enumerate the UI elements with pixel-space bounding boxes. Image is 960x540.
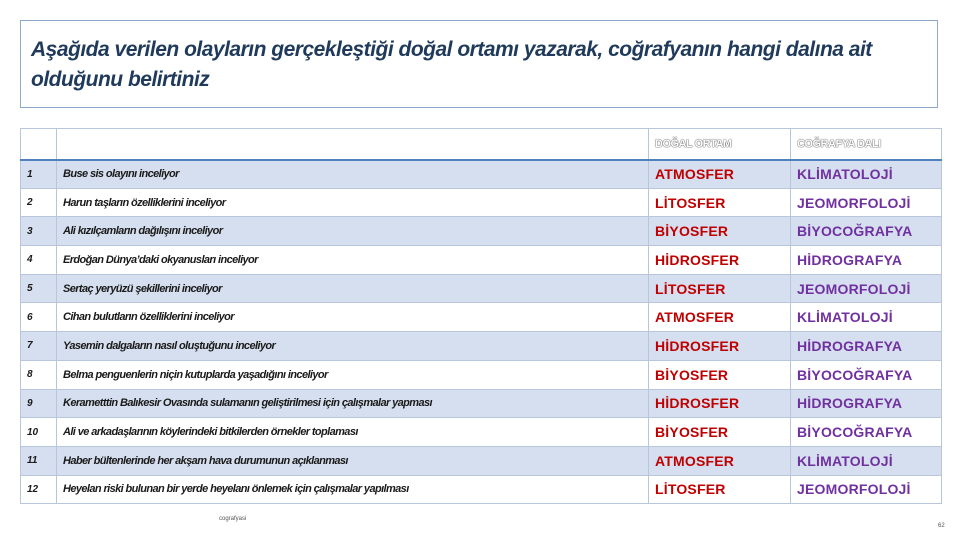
header-description xyxy=(57,129,649,160)
row-environment: BİYOSFER xyxy=(649,418,791,447)
row-environment: BİYOSFER xyxy=(649,360,791,389)
row-number: 3 xyxy=(21,217,57,246)
row-description: Haber bültenlerinde her akşam hava durumunun açıklanması xyxy=(57,446,649,475)
row-description: Buse sis olayını inceliyor xyxy=(57,160,649,189)
row-branch: BİYOCOĞRAFYA xyxy=(791,360,942,389)
table-row xyxy=(21,246,942,275)
table-row xyxy=(21,217,942,246)
row-description: Yasemin dalgaların nasıl oluştuğunu inceliyor xyxy=(57,332,649,361)
row-environment: HİDROSFER xyxy=(649,332,791,361)
row-branch: JEOMORFOLOJİ xyxy=(791,475,942,504)
row-environment: LİTOSFER xyxy=(649,274,791,303)
row-description: Harun taşların özelliklerini inceliyor xyxy=(57,188,649,217)
table-row xyxy=(21,446,942,475)
table-row xyxy=(21,418,942,447)
table-row xyxy=(21,188,942,217)
header-environment: DOĞAL ORTAM xyxy=(649,129,791,160)
row-branch: KLİMATOLOJİ xyxy=(791,160,942,189)
row-number: 1 xyxy=(21,160,57,189)
row-number: 10 xyxy=(21,418,57,447)
row-number: 12 xyxy=(21,475,57,504)
table-row xyxy=(21,160,942,189)
row-description: Cihan bulutların özelliklerini inceliyor xyxy=(57,303,649,332)
row-environment: ATMOSFER xyxy=(649,446,791,475)
row-environment: HİDROSFER xyxy=(649,389,791,418)
row-environment: LİTOSFER xyxy=(649,475,791,504)
row-branch: BİYOCOĞRAFYA xyxy=(791,418,942,447)
row-environment: ATMOSFER xyxy=(649,160,791,189)
row-branch: HİDROGRAFYA xyxy=(791,389,942,418)
row-number: 6 xyxy=(21,303,57,332)
page-title: Aşağıda verilen olayların gerçekleştiği doğal ortamı yazarak, coğrafyanın hangi dalına ait olduğunu belirtiniz xyxy=(31,38,872,91)
row-description: Ali kızılçamların dağılışını inceliyor xyxy=(57,217,649,246)
row-environment: LİTOSFER xyxy=(649,188,791,217)
row-branch: KLİMATOLOJİ xyxy=(791,303,942,332)
row-branch: HİDROGRAFYA xyxy=(791,332,942,361)
row-number: 2 xyxy=(21,188,57,217)
row-description: Kerametttin Balıkesir Ovasında sulamanın geliştirilmesi için çalışmalar yapması xyxy=(57,389,649,418)
table-row xyxy=(21,475,942,504)
row-number: 9 xyxy=(21,389,57,418)
table-header-row xyxy=(21,129,942,160)
row-branch: HİDROGRAFYA xyxy=(791,246,942,275)
row-description: Ali ve arkadaşlarının köylerindeki bitkilerden örnekler toplaması xyxy=(57,418,649,447)
row-branch: KLİMATOLOJİ xyxy=(791,446,942,475)
row-environment: HİDROSFER xyxy=(649,246,791,275)
row-number: 4 xyxy=(21,246,57,275)
row-description: Heyelan riski bulunan bir yerde heyelanı önlemek için çalışmalar yapılması xyxy=(57,475,649,504)
row-environment: BİYOSFER xyxy=(649,217,791,246)
footer-note: cografyasi xyxy=(219,516,247,522)
table-row xyxy=(21,303,942,332)
table-row xyxy=(21,332,942,361)
table-row xyxy=(21,274,942,303)
header-branch: COĞRAFYA DALI xyxy=(791,129,942,160)
row-environment: ATMOSFER xyxy=(649,303,791,332)
row-number: 8 xyxy=(21,360,57,389)
row-description: Belma penguenlerin niçin kutuplarda yaşadığını inceliyor xyxy=(57,360,649,389)
events-table xyxy=(20,128,942,504)
row-branch: BİYOCOĞRAFYA xyxy=(791,217,942,246)
row-number: 5 xyxy=(21,274,57,303)
table-row xyxy=(21,360,942,389)
row-number: 7 xyxy=(21,332,57,361)
row-branch: JEOMORFOLOJİ xyxy=(791,188,942,217)
title-box xyxy=(20,20,938,108)
row-branch: JEOMORFOLOJİ xyxy=(791,274,942,303)
header-number xyxy=(21,129,57,160)
row-description: Erdoğan Dünya’daki okyanusları inceliyor xyxy=(57,246,649,275)
table-row xyxy=(21,389,942,418)
page-number: 62 xyxy=(938,523,945,529)
row-number: 11 xyxy=(21,446,57,475)
row-description: Sertaç yeryüzü şekillerini inceliyor xyxy=(57,274,649,303)
